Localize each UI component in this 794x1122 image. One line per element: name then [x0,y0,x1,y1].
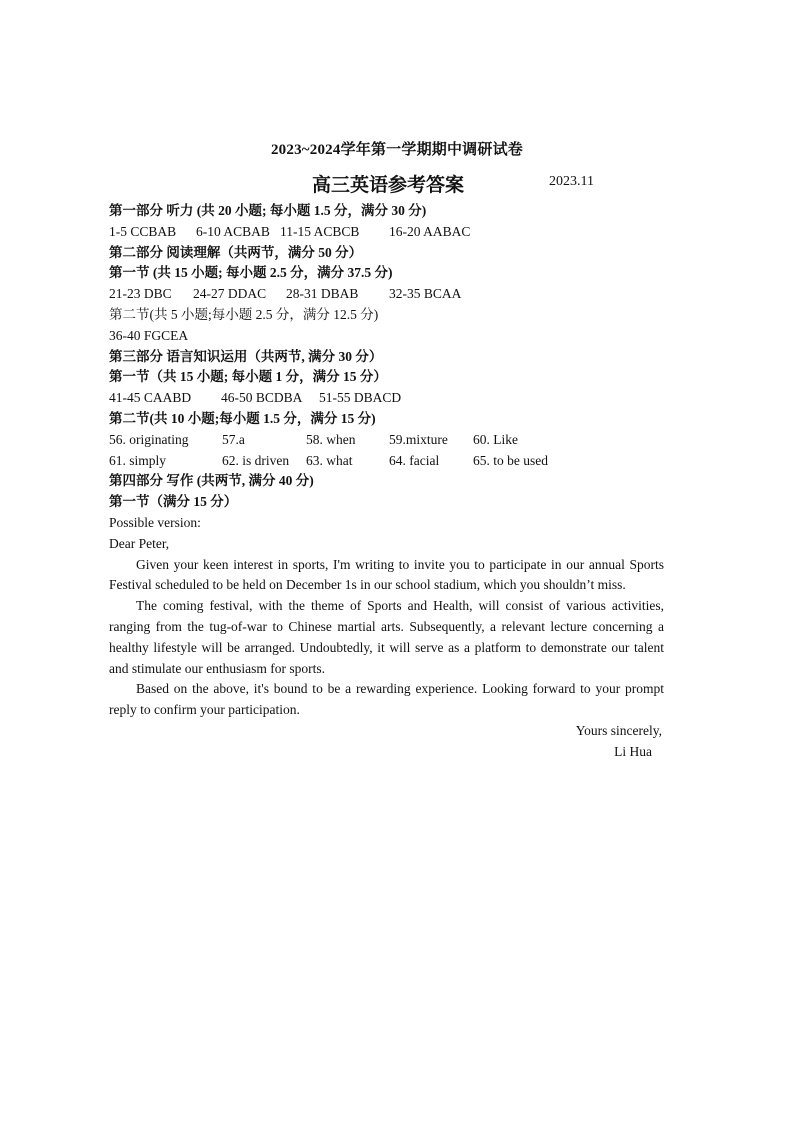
part3-heading: 第三部分 语言知识运用（共两节, 满分 30 分） [109,348,383,364]
answer-item: 56. originating [109,431,189,447]
answer-group: 41-45 CAABD [109,390,192,406]
answer-title: 高三英语参考答案 [312,175,465,196]
letter-closing: Yours sincerely, [575,722,662,738]
part3-section2-heading: 第二节(共 10 小题;每小题 1.5 分，满分 15 分) [109,410,376,426]
part2-section2-answers: 36-40 FGCEA [109,327,189,343]
answer-item: 61. simply [109,452,167,468]
exam-date: 2023.11 [549,174,594,189]
answer-item: 58. when [306,431,356,447]
answer-group: 6-10 ACBAB [196,223,270,239]
part3-section2-row2 [109,451,664,472]
part1-heading: 第一部分 听力 (共 20 小题; 每小题 1.5 分，满分 30 分) [109,203,427,218]
answer-group: 11-15 ACBCB [280,223,360,239]
answer-group: 21-23 DBC [109,286,172,302]
answer-group: 28-31 DBAB [286,286,359,302]
part3-section1-heading: 第一节（共 15 小题; 每小题 1 分，满分 15 分） [109,369,387,385]
part4-section1-heading: 第一节（满分 15 分） [109,494,238,510]
possible-version-label: Possible version: [109,514,201,530]
answer-item: 62. is driven [222,452,290,468]
letter-paragraph: Based on the above, it's bound to be a rewarding experience. Looking forward to your prompt reply to confirm your participation. [109,681,664,718]
answer-item: 57.a [222,431,245,447]
part2-section2-heading: 第二节(共 5 小题;每小题 2.5 分，满分 12.5 分) [109,306,379,322]
answer-group: 16-20 AABAC [389,223,471,239]
answer-group: 32-35 BCAA [389,286,462,302]
answer-group: 24-27 DDAC [193,286,267,302]
letter-paragraph: Given your keen interest in sports, I'm writing to invite you to participate in our annual Sports Festival scheduled to be held on December 1s in our school stadium, which you shouldn’t miss. [109,556,664,593]
part2-section1-heading: 第一节 (共 15 小题; 每小题 2.5 分，满分 37.5 分) [109,265,393,281]
answer-item: 59.mixture [389,431,448,447]
answer-group: 46-50 BCDBA [221,390,303,406]
answer-item: 63. what [306,452,353,468]
letter-salutation: Dear Peter, [109,535,170,551]
answer-group: 51-55 DBACD [319,390,402,406]
letter-signature: Li Hua [614,743,652,759]
exam-title: 2023~2024学年第一学期期中调研试卷 [270,142,523,158]
part4-heading: 第四部分 写作 (共两节, 满分 40 分) [109,473,314,489]
letter-paragraph: The coming festival, with the theme of Sports and Health, will consist of various activities, ranging from the tug-of-war to Chinese martial arts. Subsequently, a relevant lecture concerning a healthy lifestyle will be arranged. Undoubtedly, it will serve as a platform to demonstrate our talent and stimulate our enthusiasm for sports. [109,598,664,676]
part2-section1-answers [109,284,664,305]
part3-section2-row1 [109,430,664,451]
answer-item: 64. facial [389,452,440,468]
answer-item: 60. Like [473,431,518,447]
answer-item: 65. to be used [473,452,548,468]
answer-group: 1-5 CCBAB [109,223,177,239]
part1-answers [109,222,664,243]
part2-heading: 第二部分 阅读理解（共两节，满分 50 分） [109,244,363,260]
part3-section1-answers [109,388,664,409]
answer-content [109,201,664,763]
